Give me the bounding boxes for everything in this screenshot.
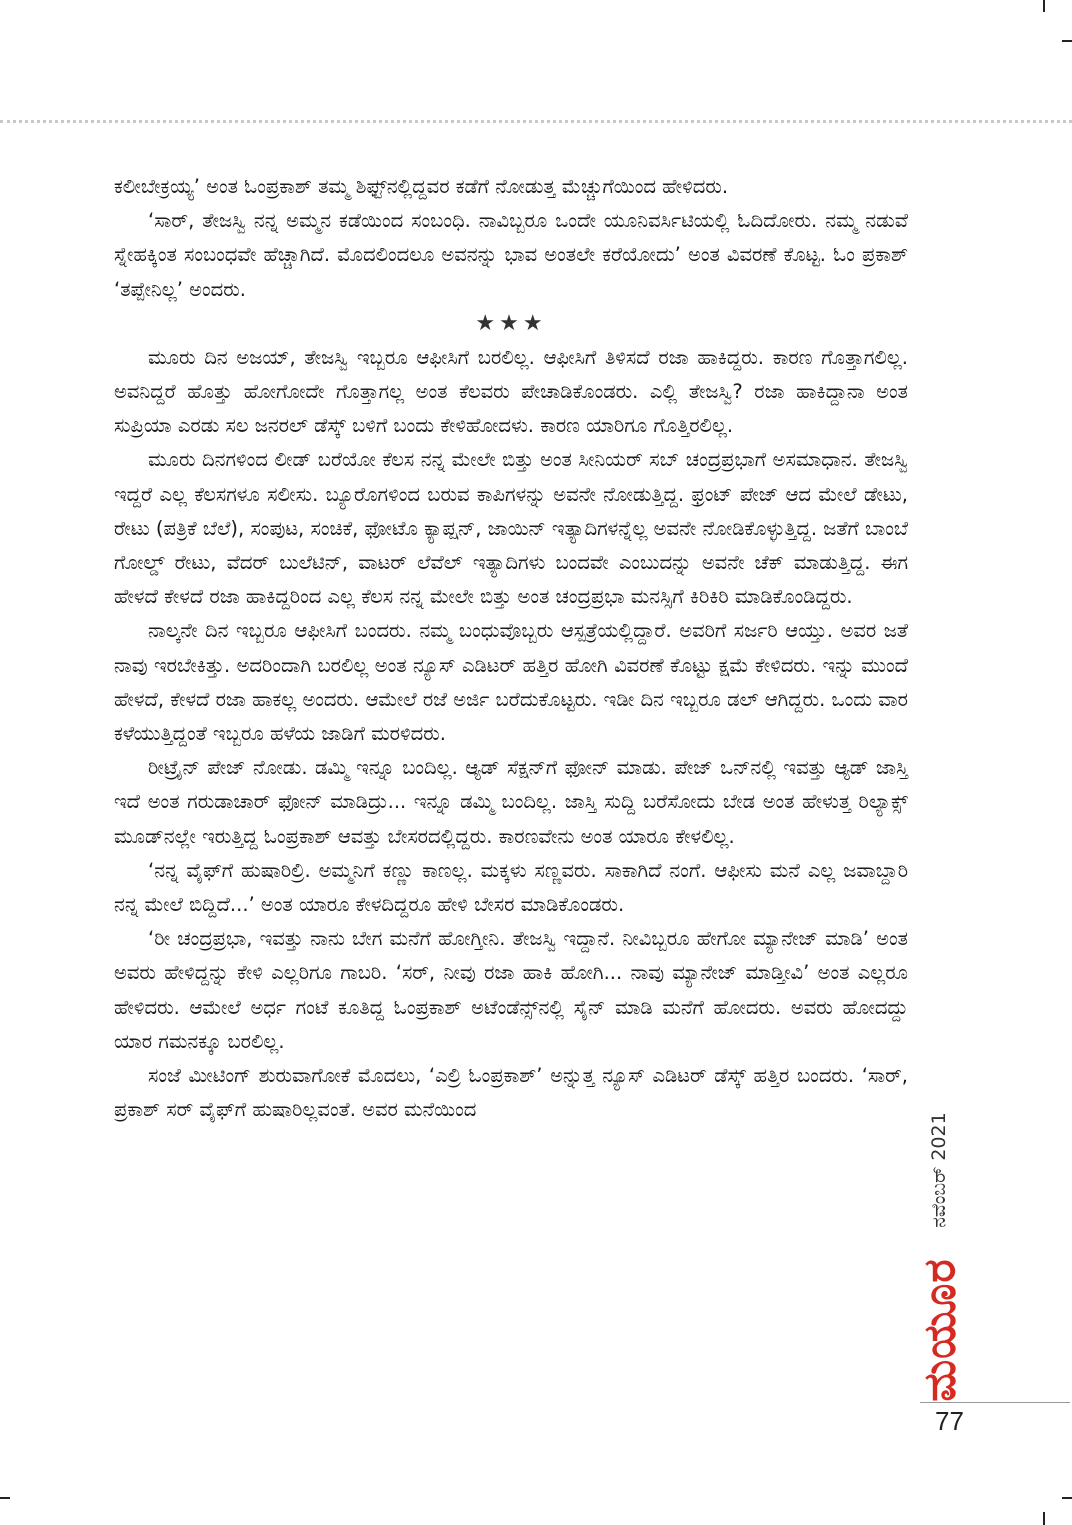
magazine-logo: [916, 1260, 964, 1400]
paragraph: ಮೂರು ದಿನ ಅಜಯ್, ತೇಜಸ್ವಿ ಇಬ್ಬರೂ ಆಫೀಸಿಗೆ ಬರಲಿಲ್ಲ. ಆಫೀಸಿಗೆ ತಿಳಿಸದೆ ರಜಾ ಹಾಕಿದ್ದರು. ಕಾರಣ ಗೊತ್ತಾಗಲಿಲ್ಲ. ಅವನಿದ್ದರೆ ಹೊತ್ತು ಹೋಗೋದೇ ಗೊತ್ತಾಗಲ್ಲ ಅಂತ ಕೆಲವರು ಪೇಚಾಡಿಕೊಂಡರು. ಎಲ್ಲಿ ತೇಜಸ್ವಿ? ರಜಾ ಹಾಕಿದ್ದಾನಾ ಅಂತ ಸುಪ್ರಿಯಾ ಎರಡು ಸಲ ಜನರಲ್ ಡೆಸ್ಕ್ ಬಳಿಗೆ ಬಂದು ಕೇಳಿಹೋದಳು. ಕಾರಣ ಯಾರಿಗೂ ಗೊತ್ತಿರಲಿಲ್ಲ.: [114, 345, 908, 438]
paragraph: ಕಲೀಬೇಕ್ರಯ್ಯ’ ಅಂತ ಓಂಪ್ರಕಾಶ್ ತಮ್ಮ ಶಿಫ್ಟ್‌ನಲ್ಲಿದ್ದವರ ಕಡೆಗೆ ನೋಡುತ್ತ ಮೆಚ್ಚುಗೆಯಿಂದ ಹೇಳಿದರು.: [114, 175, 729, 198]
crop-mark-right-top: [1062, 40, 1072, 42]
paragraph: ರೀಟ್ರೈನ್ ಪೇಜ್ ನೋಡು. ಡಮ್ಮಿ ಇನ್ನೂ ಬಂದಿಲ್ಲ. ಆ್ಯಡ್ ಸೆಕ್ಷನ್‌ಗೆ ಫೋನ್ ಮಾಡು. ಪೇಜ್ ಒನ್‌ನಲ್ಲಿ ಇವತ್ತು ಆ್ಯಡ್ ಜಾಸ್ತಿ ಇದೆ ಅಂತ ಗರುಡಾಚಾರ್ ಫೋನ್ ಮಾಡಿದ್ರು... ಇನ್ನೂ ಡಮ್ಮಿ ಬಂದಿಲ್ಲ. ಜಾಸ್ತಿ ಸುದ್ದಿ ಬರೆಸೋದು ಬೇಡ ಅಂತ ಹೇಳುತ್ತ ರಿಲ್ಯಾಕ್ಸ್ ಮೂಡ್‌ನಲ್ಲೇ ಇರುತ್ತಿದ್ದ ಓಂಪ್ರಕಾಶ್ ಆವತ್ತು ಬೇಸರದಲ್ಲಿದ್ದರು. ಕಾರಣವೇನು ಅಂತ ಯಾರೂ ಕೇಳಲಿಲ್ಲ.: [114, 756, 908, 848]
header-dotted-rule: [0, 120, 1072, 123]
paragraph: ಸಂಜೆ ಮೀಟಿಂಗ್ ಶುರುವಾಗೋಕೆ ಮೊದಲು, ‘ಎಲ್ರಿ ಓಂಪ್ರಕಾಶ್’ ಅನ್ನುತ್ತ ನ್ಯೂಸ್ ಎಡಿಟರ್ ಡೆಸ್ಕ್ ಹತ್ತಿರ ಬಂದರು. ‘ಸಾರ್, ಪ್ರಕಾಶ್ ಸರ್ ವೈಫ್‌ಗೆ ಹುಷಾರಿಲ್ಲವಂತೆ. ಅವರ ಮನೆಯಿಂದ: [114, 1064, 908, 1122]
crop-mark-bottom: [1043, 1512, 1045, 1525]
crop-mark-right-bottom: [1062, 1497, 1072, 1499]
issue-date: [924, 1095, 954, 1245]
paragraph: ‘ನನ್ನ ವೈಫ್‌ಗೆ ಹುಷಾರಿಲ್ರಿ. ಅಮ್ಮನಿಗೆ ಕಣ್ಣು ಕಾಣಲ್ಲ. ಮಕ್ಕಳು ಸಣ್ಣವರು. ಸಾಕಾಗಿದೆ ನಂಗೆ. ಆಫೀಸು ಮನೆ ಎಲ್ಲ ಜವಾಬ್ದಾರಿ ನನ್ನ ಮೇಲೆ ಬಿದ್ದಿದೆ...’ ಅಂತ ಯಾರೂ ಕೇಳದಿದ್ದರೂ ಹೇಳಿ ಬೇಸರ ಮಾಡಿಕೊಂಡರು.: [114, 858, 908, 917]
magazine-logo-text: ಮಯೂರ: [914, 1258, 966, 1402]
page-number: 77: [935, 1406, 964, 1436]
crop-mark-left-bottom: [0, 1497, 10, 1499]
paragraph: ಮೂರು ದಿನಗಳಿಂದ ಲೀಡ್ ಬರೆಯೋ ಕೆಲಸ ನನ್ನ ಮೇಲೇ ಬಿತ್ತು ಅಂತ ಸೀನಿಯರ್ ಸಬ್ ಚಂದ್ರಪ್ರಭಾಗೆ ಅಸಮಾಧಾನ. ತೇಜಸ್ವಿ ಇದ್ದರೆ ಎಲ್ಲ ಕೆಲಸಗಳೂ ಸಲೀಸು. ಬ್ಯೂರೊಗಳಿಂದ ಬರುವ ಕಾಪಿಗಳನ್ನು ಅವನೇ ನೋಡುತ್ತಿದ್ದ. ಫ್ರಂಟ್ ಪೇಜ್ ಆದ ಮೇಲೆ ಡೇಟು, ರೇಟು (ಪತ್ರಿಕೆ ಬೆಲೆ), ಸಂಪುಟ, ಸಂಚಿಕೆ, ಫೋಟೊ ಕ್ಯಾಪ್ಷನ್, ಜಾಯಿನ್ ಇತ್ಯಾದಿಗಳನ್ನೆಲ್ಲ ಅವನೇ ನೋಡಿಕೊಳ್ಳುತ್ತಿದ್ದ. ಜತೆಗೆ ಬಾಂಬೆ ಗೋಲ್ಡ್ ರೇಟು, ವೆದರ್ ಬುಲೆಟಿನ್, ವಾಟರ್ ಲೆವೆಲ್ ಇತ್ಯಾದಿಗಳು ಬಂದವೇ ಎಂಬುದನ್ನು ಅವನೇ ಚೆಕ್ ಮಾಡುತ್ತಿದ್ದ. ಈಗ ಹೇಳದೆ ಕೇಳದೆ ರಜಾ ಹಾಕಿದ್ದರಿಂದ ಎಲ್ಲ ಕೆಲಸ ನನ್ನ ಮೇಲೇ ಬಿತ್ತು ಅಂತ ಚಂದ್ರಪ್ರಭಾ ಮನಸ್ಸಿಗೆ ಕಿರಿಕಿರಿ ಮಾಡಿಕೊಂಡಿದ್ದರು.: [114, 448, 908, 609]
issue-date-text: ನವೆಂಬರ್ 2021: [928, 1112, 950, 1228]
crop-mark-top: [1043, 0, 1045, 12]
section-separator: ★★★: [475, 310, 547, 336]
paragraph: ನಾಲ್ಕನೇ ದಿನ ಇಬ್ಬರೂ ಆಫೀಸಿಗೆ ಬಂದರು. ನಮ್ಮ ಬಂಧುವೊಬ್ಬರು ಆಸ್ಪತ್ರೆಯಲ್ಲಿದ್ದಾರೆ. ಅವರಿಗೆ ಸರ್ಜರಿ ಆಯ್ತು. ಅವರ ಜತೆ ನಾವು ಇರಬೇಕಿತ್ತು. ಅದರಿಂದಾಗಿ ಬರಲಿಲ್ಲ ಅಂತ ನ್ಯೂಸ್ ಎಡಿಟರ್ ಹತ್ತಿರ ಹೋಗಿ ವಿವರಣೆ ಕೊಟ್ಟು ಕ್ಷಮೆ ಕೇಳಿದರು. ಇನ್ನು ಮುಂದೆ ಹೇಳದೆ, ಕೇಳದೆ ರಜಾ ಹಾಕಲ್ಲ ಅಂದರು. ಆಮೇಲೆ ರಜೆ ಅರ್ಜಿ ಬರೆದುಕೊಟ್ಟರು. ಇಡೀ ದಿನ ಇಬ್ಬರೂ ಡಲ್ ಆಗಿದ್ದರು. ಒಂದು ವಾರ ಕಳೆಯುತ್ತಿದ್ದಂತೆ ಇಬ್ಬರೂ ಹಳೆಯ ಜಾಡಿಗೆ ಮರಳಿದರು.: [114, 619, 908, 746]
paragraph: ‘ರೀ ಚಂದ್ರಪ್ರಭಾ, ಇವತ್ತು ನಾನು ಬೇಗ ಮನೆಗೆ ಹೋಗ್ತೀನಿ. ತೇಜಸ್ವಿ ಇದ್ದಾನೆ. ನೀವಿಬ್ಬರೂ ಹೇಗೋ ಮ್ಯಾನೇಜ್ ಮಾಡಿ’ ಅಂತ ಅವರು ಹೇಳಿದ್ದನ್ನು ಕೇಳಿ ಎಲ್ಲರಿಗೂ ಗಾಬರಿ. ‘ಸರ್, ನೀವು ರಜಾ ಹಾಕಿ ಹೋಗಿ... ನಾವು ಮ್ಯಾನೇಜ್ ಮಾಡ್ತೀವಿ’ ಅಂತ ಎಲ್ಲರೂ ಹೇಳಿದರು. ಆಮೇಲೆ ಅರ್ಧ ಗಂಟೆ ಕೂತಿದ್ದ ಓಂಪ್ರಕಾಶ್ ಅಟೆಂಡೆನ್ಸ್‌ನಲ್ಲಿ ಸೈನ್ ಮಾಡಿ ಮನೆಗೆ ಹೋದರು. ಅವರು ಹೋದದ್ದು ಯಾರ ಗಮನಕ್ಕೂ ಬರಲಿಲ್ಲ.: [114, 927, 908, 1053]
article-text: [114, 170, 908, 1127]
paragraph: ‘ಸಾರ್, ತೇಜಸ್ವಿ ನನ್ನ ಅಮ್ಮನ ಕಡೆಯಿಂದ ಸಂಬಂಧಿ. ನಾವಿಬ್ಬರೂ ಒಂದೇ ಯೂನಿವರ್ಸಿಟಿಯಲ್ಲಿ ಓದಿದೋರು. ನಮ್ಮ ನಡುವೆ ಸ್ನೇಹಕ್ಕಿಂತ ಸಂಬಂಧವೇ ಹೆಚ್ಚಾಗಿದೆ. ಮೊದಲಿಂದಲೂ ಅವನನ್ನು ಭಾವ ಅಂತಲೇ ಕರೆಯೋದು’ ಅಂತ ವಿವರಣೆ ಕೊಟ್ಟ. ಓಂ ಪ್ರಕಾಶ್ ‘ತಪ್ಪೇನಿಲ್ಲ’ ಅಂದರು.: [114, 209, 908, 301]
footer-rule: [920, 1402, 1070, 1403]
